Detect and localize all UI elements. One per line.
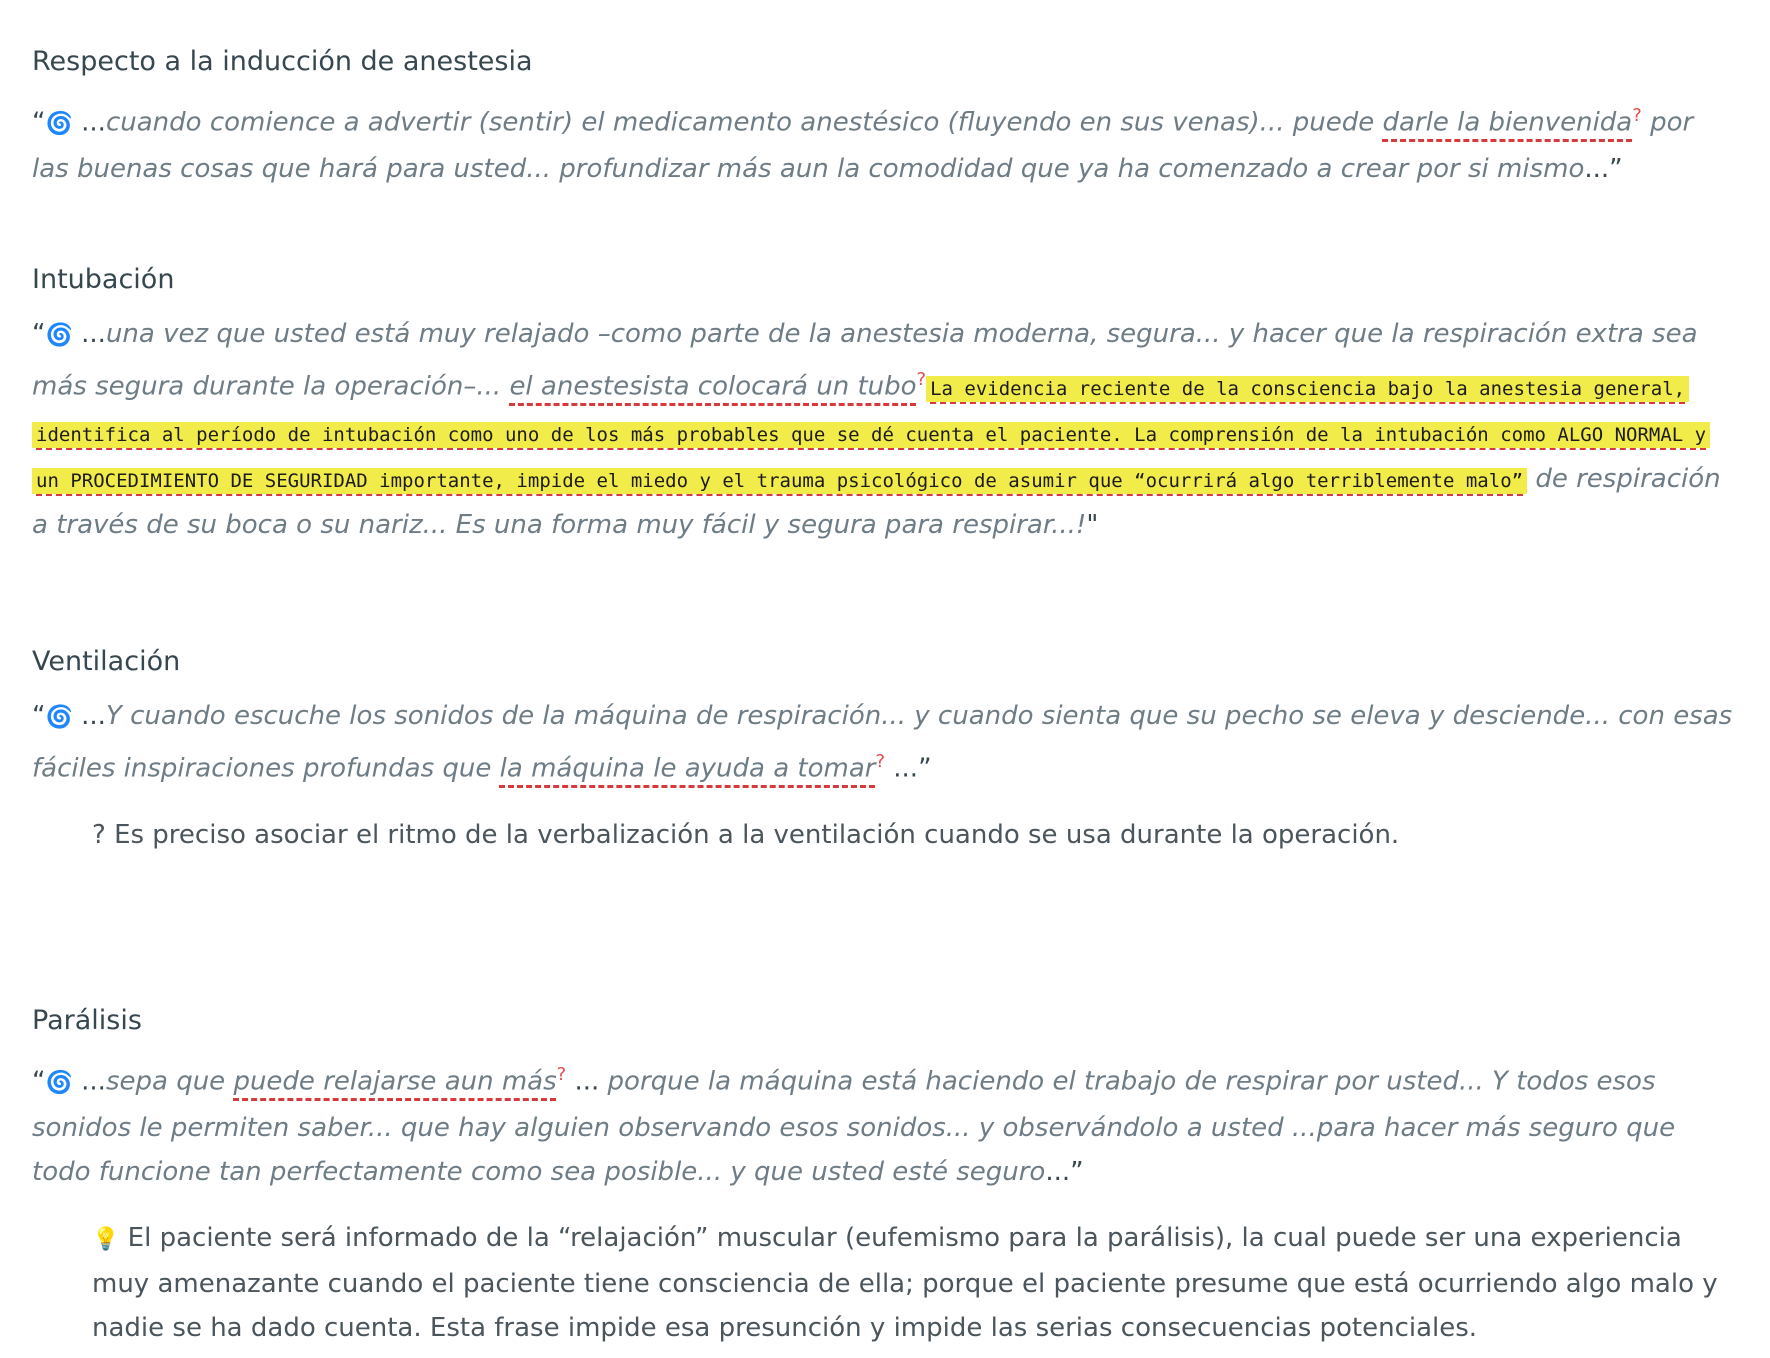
ellipsis: ... <box>72 319 106 349</box>
note-paragraph: ? Es preciso asociar el ritmo de la verbalización a la ventilación cuando se usa durante la operación. <box>92 819 1400 850</box>
lightbulb-icon: 💡 <box>92 1226 120 1252</box>
close-quote: " <box>1086 509 1099 540</box>
quote-text: cuando comience a advertir (sentir) el medicamento anestésico (fluyendo en sus venas)... puede <box>105 107 1383 138</box>
spiral-icon: 🌀 <box>45 111 73 137</box>
section-title: Intubación <box>32 264 175 295</box>
ellipsis: ... <box>566 1066 608 1097</box>
open-quote: “ <box>32 107 46 138</box>
section-intubacion <box>32 262 1738 547</box>
marked-phrase[interactable]: puede relajarse aun más <box>233 1066 557 1097</box>
quote-text: sepa que <box>105 1066 234 1097</box>
comment-marker[interactable]: ? <box>1632 105 1642 126</box>
quote-paragraph <box>32 94 1738 191</box>
ellipsis: ... <box>72 107 106 138</box>
close-quote: ...” <box>885 753 932 784</box>
section-paralisis <box>32 1003 1738 1350</box>
open-quote: “ <box>32 319 46 349</box>
close-quote: ...” <box>1584 153 1623 184</box>
comment-marker[interactable]: ? <box>916 369 927 390</box>
note-paragraph <box>92 1216 1738 1350</box>
spiral-icon: 🌀 <box>45 705 73 730</box>
marked-phrase[interactable]: el anestesista colocará un tubo <box>509 371 917 402</box>
section-title: Respecto a la inducción de anestesia <box>32 46 533 77</box>
quote-text: Y cuando escuche los sonidos de la máquina de respiración... y cuando sienta que su pecho se eleva y desciende... con esas fáciles inspiraciones profundas que <box>32 701 1733 784</box>
quote-paragraph <box>32 1053 1738 1194</box>
comment-marker[interactable]: ? <box>556 1064 567 1085</box>
open-quote: “ <box>32 701 46 731</box>
section-induccion <box>32 44 1738 191</box>
section-title: Ventilación <box>32 646 181 677</box>
section-ventilacion <box>32 644 1738 857</box>
close-quote: ...” <box>1045 1156 1084 1187</box>
marked-phrase[interactable]: la máquina le ayuda a tomar <box>499 753 876 784</box>
comment-marker[interactable]: ? <box>875 751 886 772</box>
section-title: Parálisis <box>32 1005 142 1036</box>
quote-text: porque la máquina está haciendo el trabajo de respirar por usted... Y todos esos sonidos le permiten saber... que hay alguien observando esos sonidos... y observándolo a usted ...para hacer más seguro que todo funcione tan perfectamente como sea posible... y que usted esté seguro <box>32 1066 1676 1187</box>
spiral-icon: 🌀 <box>45 1070 73 1096</box>
quote-text: de respiración a través de su boca o su nariz... Es una forma muy fácil y segura para respirar...! <box>32 463 1721 540</box>
quote-text: una vez que usted está muy relajado –como parte de la anestesia moderna, segura... y hacer que la respiración extra sea más segura durante la operación–... <box>32 319 1698 402</box>
highlighted-comment[interactable]: La evidencia reciente de la consciencia bajo la anestesia general, identifica al período de intubación como uno de los más probables que se dé cuenta el paciente. La comprensión de la intubación como ALGO NORMAL y un PROCEDIMIENTO DE SEGURIDAD importante, impide el miedo y el trauma psicológico de asumir que “ocurrirá algo terriblemente malo” <box>32 376 1710 494</box>
marked-phrase[interactable]: darle la bienvenida <box>1382 107 1633 138</box>
spiral-icon: 🌀 <box>45 323 73 348</box>
ellipsis: ... <box>72 1066 106 1097</box>
open-quote: “ <box>32 1066 46 1097</box>
note-text: El paciente será informado de la “relajación” muscular (eufemismo para la parálisis), la cual puede ser una experiencia muy amenazante cuando el paciente tiene consciencia de ella; porque el paciente presume que está ocurriendo algo malo y nadie se ha dado cuenta. Esta frase impide esa presunción y impide las serias consecuencias potenciales. <box>92 1222 1718 1343</box>
quote-paragraph <box>32 694 1738 791</box>
ellipsis: ... <box>72 701 106 731</box>
quote-paragraph <box>32 312 1738 547</box>
quote-text: por las buenas cosas que hará para usted... profundizar más aun la comodidad que ya ha comenzado a crear por si mismo <box>32 107 1694 184</box>
